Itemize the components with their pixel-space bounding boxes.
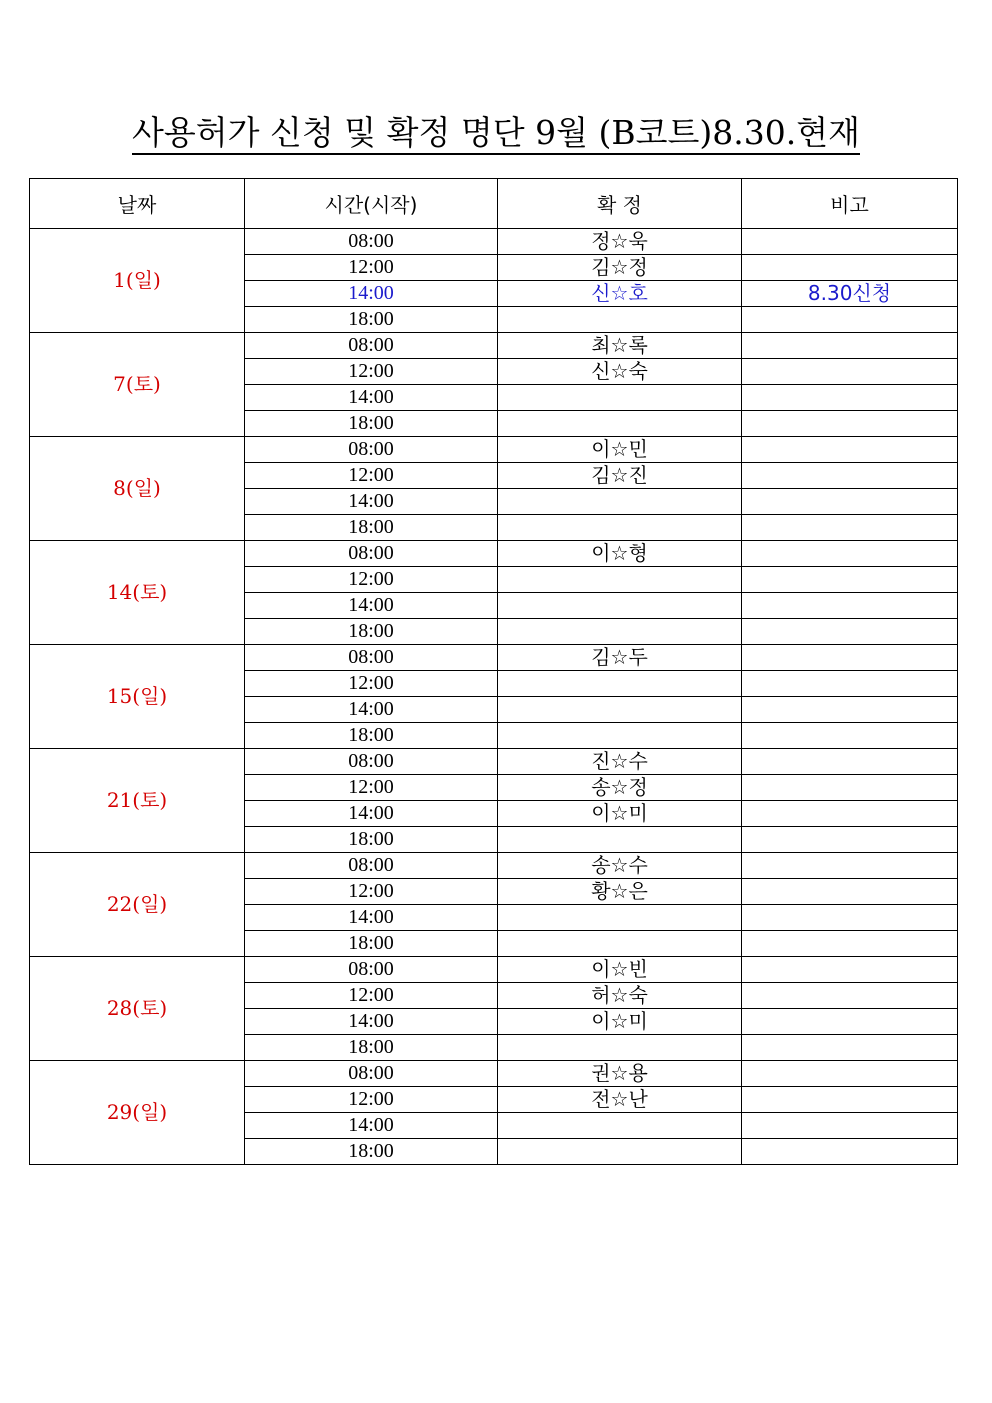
- time-cell: 14:00: [245, 905, 498, 931]
- note-cell: [742, 619, 958, 645]
- table-row: [30, 749, 958, 775]
- note-cell: [742, 905, 958, 931]
- note-cell: [742, 1035, 958, 1061]
- note-cell: [742, 775, 958, 801]
- confirmed-name-cell: 신☆숙: [498, 359, 742, 385]
- note-cell: [742, 801, 958, 827]
- confirmed-name-cell: [498, 1113, 742, 1139]
- note-cell: [742, 1087, 958, 1113]
- confirmed-name-cell: [498, 827, 742, 853]
- note-cell: [742, 593, 958, 619]
- confirmed-name-cell: 김☆정: [498, 255, 742, 281]
- date-cell: 22(일): [30, 853, 245, 957]
- note-cell: [742, 1009, 958, 1035]
- confirmed-name-cell: [498, 697, 742, 723]
- table-header: [30, 179, 958, 229]
- time-cell: 14:00: [245, 1113, 498, 1139]
- date-cell: 1(일): [30, 229, 245, 333]
- note-cell: [742, 827, 958, 853]
- time-cell: 12:00: [245, 983, 498, 1009]
- note-cell: [742, 1113, 958, 1139]
- time-cell: 12:00: [245, 463, 498, 489]
- time-cell: 08:00: [245, 229, 498, 255]
- confirmed-name-cell: [498, 593, 742, 619]
- note-cell: [742, 437, 958, 463]
- note-cell: [742, 671, 958, 697]
- note-cell: [742, 957, 958, 983]
- confirmed-name-cell: 김☆진: [498, 463, 742, 489]
- confirmed-name-cell: 허☆숙: [498, 983, 742, 1009]
- time-cell: 12:00: [245, 567, 498, 593]
- note-cell: [742, 645, 958, 671]
- confirmed-name-cell: 정☆욱: [498, 229, 742, 255]
- table-row: [30, 333, 958, 359]
- header-date: 날짜: [30, 179, 245, 229]
- time-cell: 08:00: [245, 1061, 498, 1087]
- confirmed-name-cell: [498, 1035, 742, 1061]
- time-cell: 14:00: [245, 489, 498, 515]
- time-cell: 12:00: [245, 879, 498, 905]
- table-row: [30, 853, 958, 879]
- time-cell: 18:00: [245, 307, 498, 333]
- confirmed-name-cell: 송☆정: [498, 775, 742, 801]
- note-cell: [742, 333, 958, 359]
- date-cell: 29(일): [30, 1061, 245, 1165]
- note-cell: [742, 697, 958, 723]
- table-row: [30, 437, 958, 463]
- date-cell: 15(일): [30, 645, 245, 749]
- time-cell: 14:00: [245, 281, 498, 307]
- confirmed-name-cell: [498, 905, 742, 931]
- table-row: [30, 645, 958, 671]
- time-cell: 18:00: [245, 619, 498, 645]
- time-cell: 12:00: [245, 255, 498, 281]
- page-title-text: 사용허가 신청 및 확정 명단 9월 (B코트)8.30.현재: [132, 113, 860, 155]
- table-row: [30, 229, 958, 255]
- confirmed-name-cell: 이☆미: [498, 801, 742, 827]
- confirmed-name-cell: [498, 671, 742, 697]
- time-cell: 12:00: [245, 775, 498, 801]
- note-cell: [742, 749, 958, 775]
- note-cell: 8.30신청: [742, 281, 958, 307]
- time-cell: 08:00: [245, 437, 498, 463]
- table-body: [30, 229, 958, 1165]
- time-cell: 14:00: [245, 697, 498, 723]
- table-row: [30, 957, 958, 983]
- date-cell: 7(토): [30, 333, 245, 437]
- time-cell: 08:00: [245, 541, 498, 567]
- schedule-table: [29, 178, 958, 1165]
- note-cell: [742, 489, 958, 515]
- date-cell: 14(토): [30, 541, 245, 645]
- time-cell: 18:00: [245, 1139, 498, 1165]
- date-cell: 8(일): [30, 437, 245, 541]
- note-cell: [742, 255, 958, 281]
- confirmed-name-cell: 최☆록: [498, 333, 742, 359]
- note-cell: [742, 515, 958, 541]
- time-cell: 18:00: [245, 723, 498, 749]
- note-cell: [742, 853, 958, 879]
- time-cell: 08:00: [245, 957, 498, 983]
- header-confirmed: 확 정: [498, 179, 742, 229]
- confirmed-name-cell: [498, 1139, 742, 1165]
- time-cell: 18:00: [245, 411, 498, 437]
- confirmed-name-cell: [498, 307, 742, 333]
- table-row: [30, 541, 958, 567]
- note-cell: [742, 359, 958, 385]
- time-cell: 18:00: [245, 931, 498, 957]
- note-cell: [742, 567, 958, 593]
- time-cell: 14:00: [245, 593, 498, 619]
- confirmed-name-cell: 진☆수: [498, 749, 742, 775]
- confirmed-name-cell: 이☆형: [498, 541, 742, 567]
- time-cell: 12:00: [245, 1087, 498, 1113]
- time-cell: 12:00: [245, 359, 498, 385]
- confirmed-name-cell: 신☆호: [498, 281, 742, 307]
- note-cell: [742, 385, 958, 411]
- note-cell: [742, 983, 958, 1009]
- confirmed-name-cell: [498, 619, 742, 645]
- time-cell: 08:00: [245, 853, 498, 879]
- note-cell: [742, 1139, 958, 1165]
- note-cell: [742, 1061, 958, 1087]
- page-title: [0, 112, 992, 154]
- header-note: 비고: [742, 179, 958, 229]
- note-cell: [742, 879, 958, 905]
- time-cell: 08:00: [245, 749, 498, 775]
- confirmed-name-cell: 이☆민: [498, 437, 742, 463]
- note-cell: [742, 723, 958, 749]
- confirmed-name-cell: 이☆미: [498, 1009, 742, 1035]
- time-cell: 14:00: [245, 1009, 498, 1035]
- confirmed-name-cell: [498, 411, 742, 437]
- table-row: [30, 1061, 958, 1087]
- note-cell: [742, 463, 958, 489]
- confirmed-name-cell: [498, 931, 742, 957]
- note-cell: [742, 541, 958, 567]
- confirmed-name-cell: [498, 515, 742, 541]
- confirmed-name-cell: 전☆난: [498, 1087, 742, 1113]
- confirmed-name-cell: 이☆빈: [498, 957, 742, 983]
- date-cell: 21(토): [30, 749, 245, 853]
- note-cell: [742, 307, 958, 333]
- time-cell: 14:00: [245, 385, 498, 411]
- header-time: 시간(시작): [245, 179, 498, 229]
- confirmed-name-cell: [498, 489, 742, 515]
- date-cell: 28(토): [30, 957, 245, 1061]
- confirmed-name-cell: 김☆두: [498, 645, 742, 671]
- note-cell: [742, 411, 958, 437]
- time-cell: 18:00: [245, 1035, 498, 1061]
- time-cell: 12:00: [245, 671, 498, 697]
- time-cell: 08:00: [245, 333, 498, 359]
- note-cell: [742, 931, 958, 957]
- confirmed-name-cell: 황☆은: [498, 879, 742, 905]
- time-cell: 14:00: [245, 801, 498, 827]
- time-cell: 18:00: [245, 827, 498, 853]
- header-row: [30, 179, 958, 229]
- time-cell: 08:00: [245, 645, 498, 671]
- time-cell: 18:00: [245, 515, 498, 541]
- confirmed-name-cell: [498, 567, 742, 593]
- confirmed-name-cell: 권☆용: [498, 1061, 742, 1087]
- confirmed-name-cell: [498, 723, 742, 749]
- confirmed-name-cell: 송☆수: [498, 853, 742, 879]
- note-cell: [742, 229, 958, 255]
- confirmed-name-cell: [498, 385, 742, 411]
